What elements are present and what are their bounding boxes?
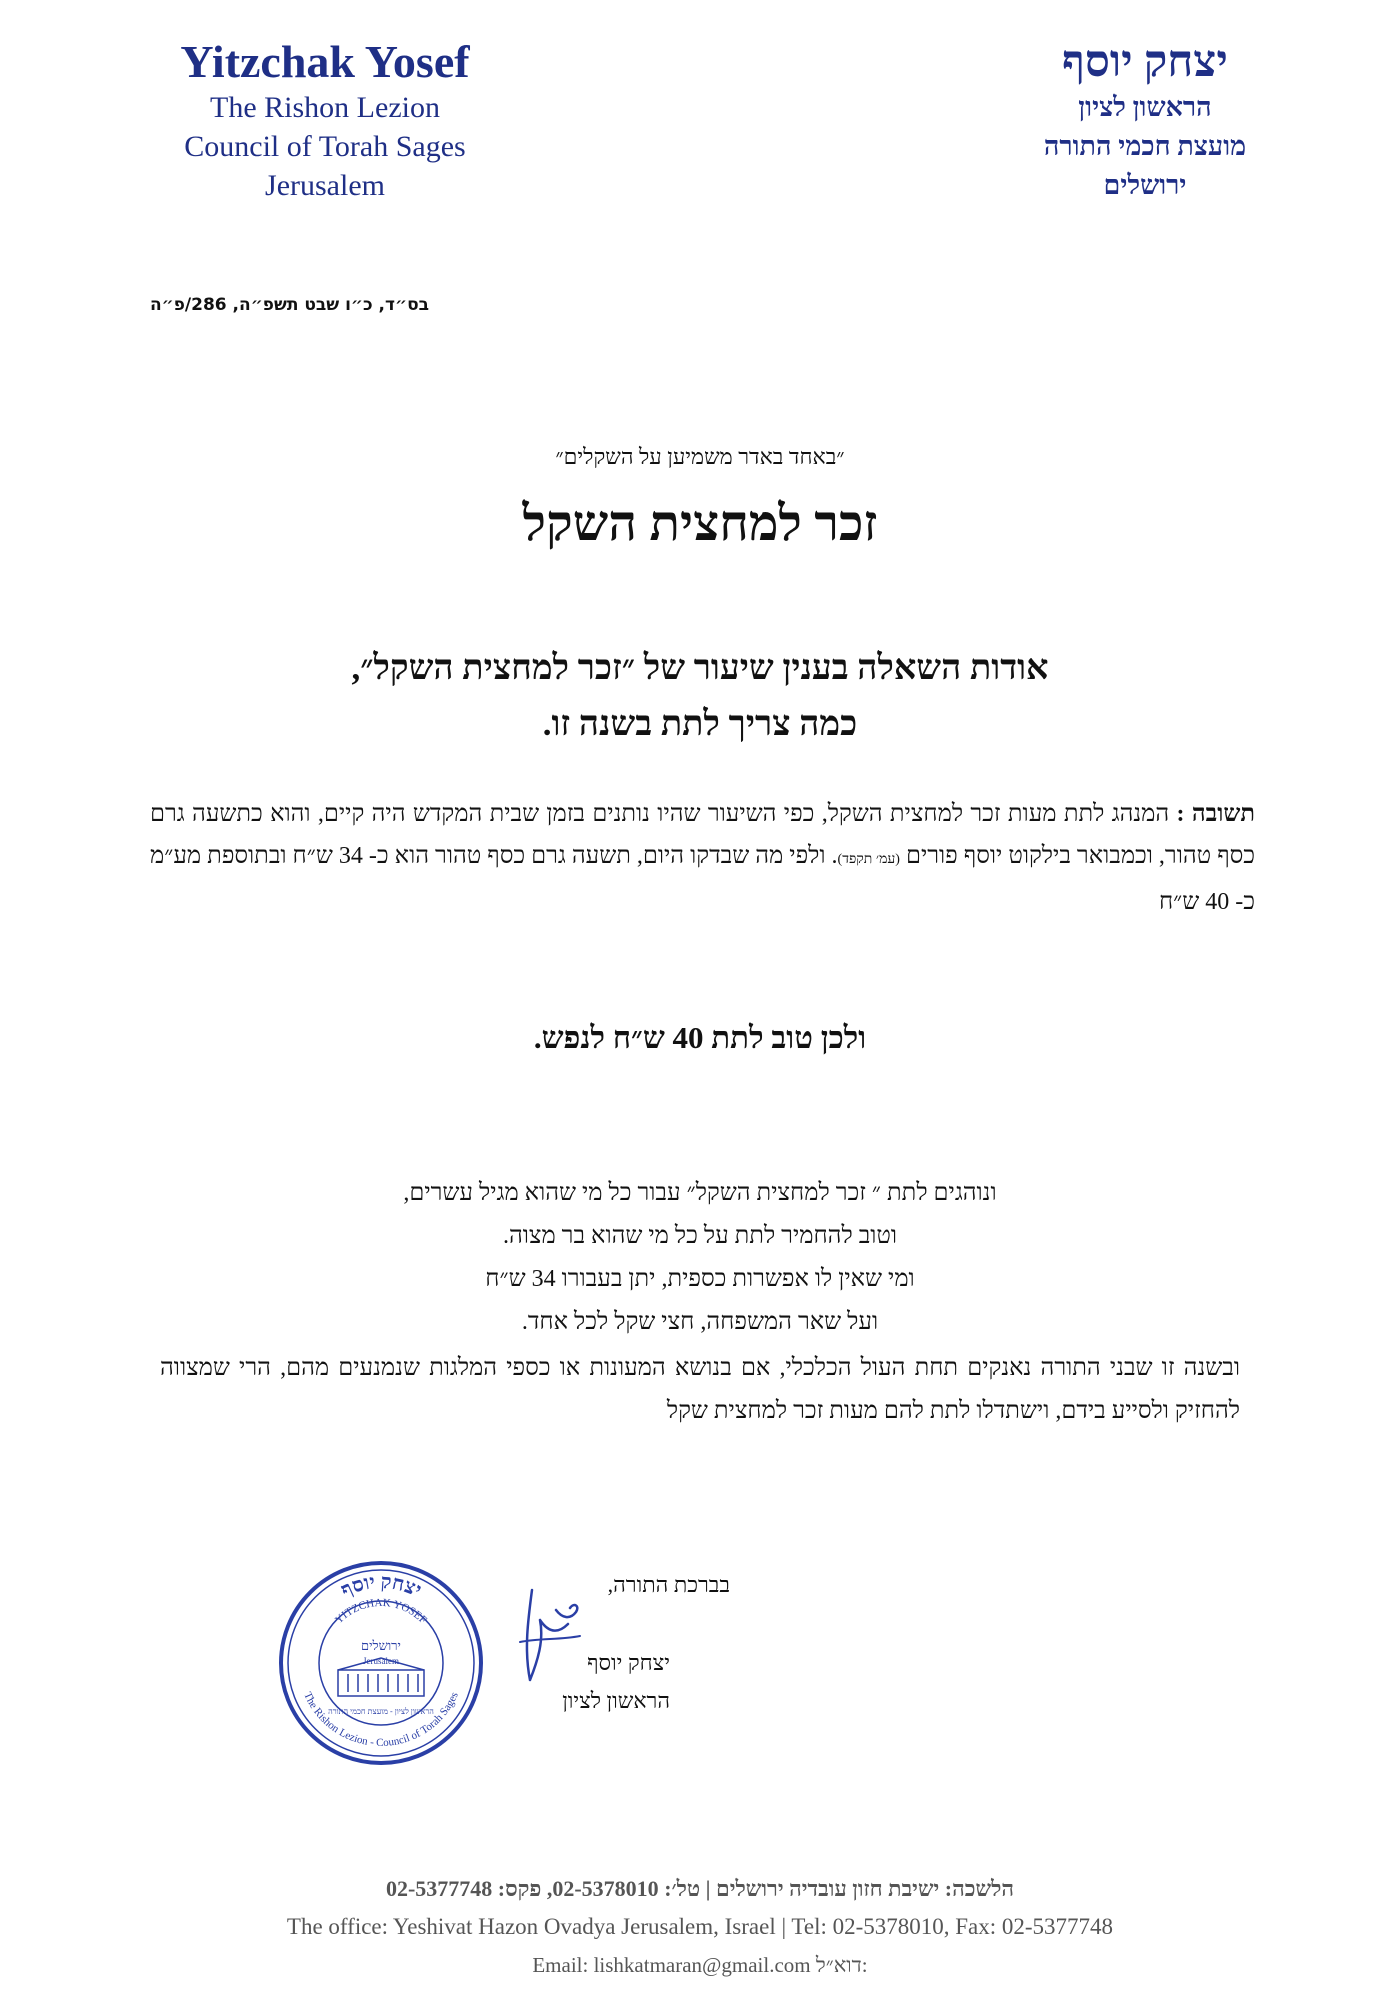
answer-paragraph xyxy=(150,793,1255,923)
signature-blessing: בברכת התורה, xyxy=(607,1572,730,1597)
answer-text-1: המנהג לתת מעות זכר למחצית השקל, כפי השיעור שהיו נותנים בזמן שבית המקדש היה קיים, והוא כתשעה גרם כסף טהור, וכמבואר בילקוט יוסף פורים xyxy=(150,801,1256,869)
official-stamp xyxy=(276,1558,486,1768)
letterhead-hebrew-name: יצחק יוסף xyxy=(1062,37,1228,86)
question-block xyxy=(0,640,1400,752)
stamp-bottom-english: The Rishon Lezion - Council of Torah Sages xyxy=(301,1690,461,1750)
answer-source-ref: (עמ׳ תקפד) xyxy=(837,852,900,867)
stamp-top-hebrew: יצחק יוסף xyxy=(337,1570,425,1602)
footer-email: Email: lishkatmaran@gmail.com דוא״ל: xyxy=(532,1953,868,1977)
svg-text:The Rishon Lezion - Council of xyxy=(301,1690,461,1749)
customs-block xyxy=(0,1172,1400,1344)
letterhead-hebrew-line2: מועצת חכמי התורה xyxy=(1043,131,1247,161)
signature-name: יצחק יוסף xyxy=(587,1650,670,1675)
customs-line1: ונוהגים לתת ״ זכר למחצית השקל״ עבור כל מי שהוא מגיל עשרים, xyxy=(403,1180,997,1206)
stamp-bottom-hebrew: הראשון לציון - מועצת חכמי התורה xyxy=(328,1707,434,1716)
signature-title: הראשון לציון xyxy=(562,1688,670,1713)
reference-line: בס״ד, כ״ו שבט תשפ״ה, 286/פ״ה xyxy=(150,295,429,315)
customs-line2: וטוב להחמיר לתת על כל מי שהוא בר מצוה. xyxy=(502,1223,898,1249)
letterhead-english-line2: Council of Torah Sages xyxy=(184,130,466,163)
opening-quote: ״באחד באדר משמיען על השקלים״ xyxy=(555,444,845,469)
handwritten-signature xyxy=(510,1580,600,1690)
letterhead-english-line1: The Rishon Lezion xyxy=(210,91,440,124)
question-line2: כמה צריך לתת בשנה זו. xyxy=(542,704,858,743)
customs-paragraph: ובשנה זו שבני התורה נאנקים תחת העול הכלכלי, אם בנושא המעונות או כספי המלגות שנמנעים מהם, הרי שמצווה להחזיק ולסייע בידם, וישתדלו לתת להם מעות זכר למחצית שקל xyxy=(160,1355,1240,1424)
answer-label: תשובה xyxy=(1191,801,1255,827)
letterhead-english-name: Yitzchak Yosef xyxy=(180,36,470,87)
letterhead-english-line3: Jerusalem xyxy=(265,169,385,202)
customs-line3: ומי שאין לו אפשרות כספית, יתן בעבורו 34 ש״ח xyxy=(485,1266,915,1292)
stamp-english-arc: YITZCHAK YOSEF xyxy=(333,1596,430,1627)
customs-line4: ועל שאר המשפחה, חצי שקל לכל אחד. xyxy=(521,1309,879,1335)
letterhead-english xyxy=(140,36,510,205)
answer-colon: : xyxy=(1169,801,1192,827)
footer-hebrew: הלשכה: ישיבת חזון עובדיה ירושלים | טל׳: 02-5378010, פקס: 02-5377748 xyxy=(385,1876,1015,1901)
letterhead-hebrew xyxy=(1010,36,1280,205)
question-line1: אודות השאלה בענין שיעור של ״זכר למחצית השקל״, xyxy=(351,648,1049,687)
conclusion: ולכן טוב לתת 40 ש״ח לנפש. xyxy=(533,1020,867,1055)
footer-english: The office: Yeshivat Hazon Ovadya Jerusalem, Israel | Tel: 02-5378010, Fax: 02-5377748 xyxy=(286,1914,1114,1939)
answer-text-2: . ולפי מה שבדקו היום, תשעה גרם כסף טהור הוא כ- 34 ש״ח ובתוספת מע״מ כ- 40 ש״ח xyxy=(150,843,1255,915)
stamp-city-english: Jerusalem xyxy=(363,1656,399,1666)
letterhead-hebrew-line3: ירושלים xyxy=(1103,170,1187,200)
stamp-city-hebrew: ירושלים xyxy=(361,1638,401,1653)
letterhead-hebrew-line1: הראשון לציון xyxy=(1078,92,1212,122)
document-title: זכר למחצית השקל xyxy=(522,495,878,551)
